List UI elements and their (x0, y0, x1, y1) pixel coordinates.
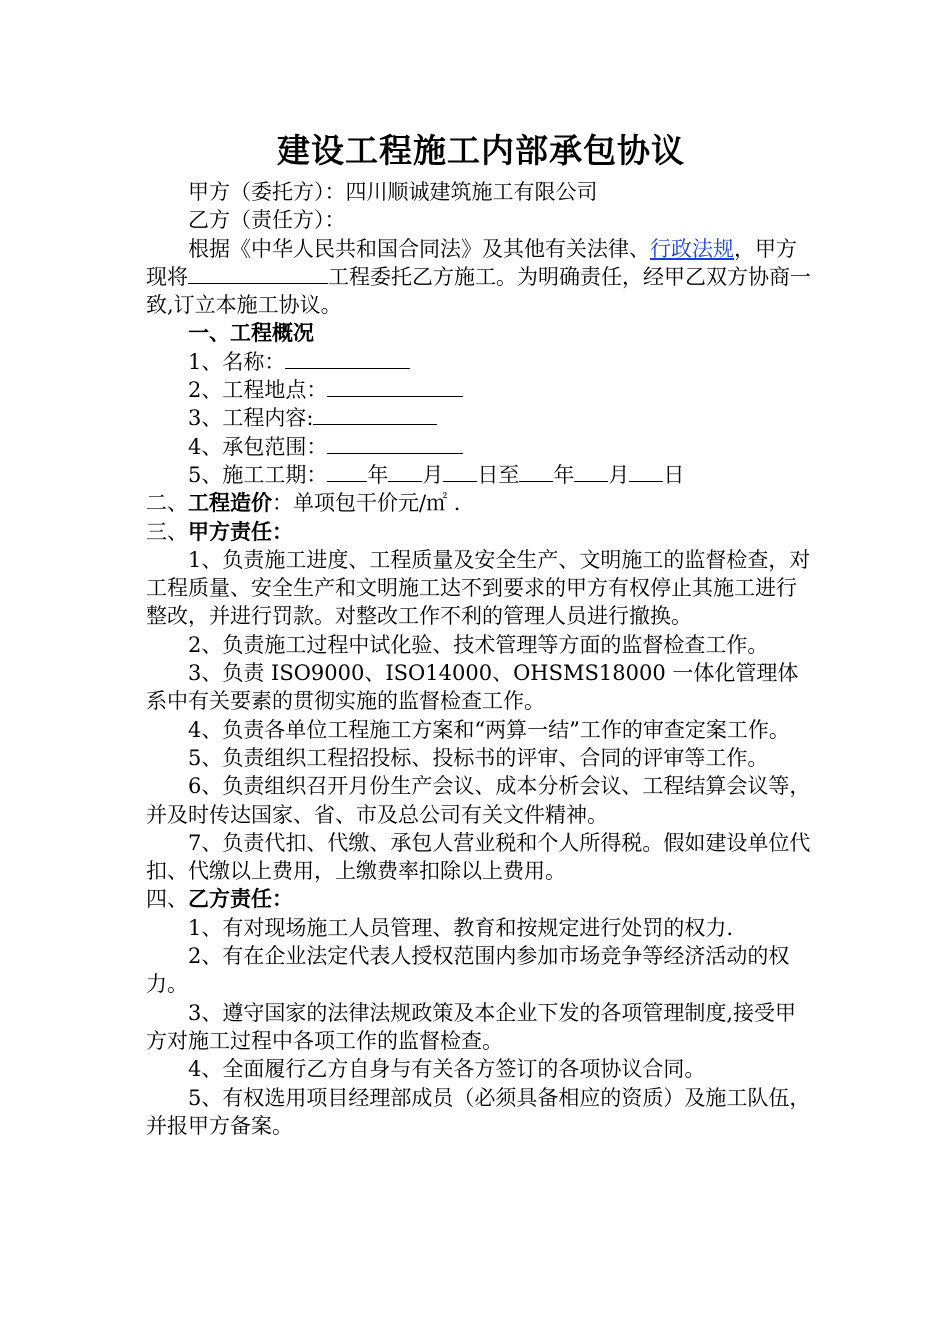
section-4-item: 2、有在企业法定代表人授权范围内参加市场竞争等经济活动的权力。 (146, 944, 790, 997)
intro-text-3: 甲方现将 (146, 236, 797, 289)
intro-text-1: 根据《中华人民共和国合同法》及其他有关法律、 (188, 236, 650, 261)
start-month-blank (388, 461, 422, 482)
section-2-heading: 工程造价 (188, 491, 272, 516)
section-number: 二、 (146, 491, 188, 516)
end-month-blank (574, 461, 608, 482)
section-colon: ： (272, 519, 293, 544)
section-colon: ： (272, 887, 293, 912)
section-1-item-name (146, 348, 816, 376)
section-3-item: 7、负责代扣、代缴、承包人营业税和个人所得税。假如建设单位代扣、代缴以上费用，上缴费率扣除以上费用。 (146, 830, 811, 884)
document-title: 建设工程施工内部承包协议 (277, 131, 685, 170)
section-3-item: 4、负责各单位工程施工方案和“两算一结”工作的审查定案工作。 (188, 717, 790, 742)
section-1-item-scope (146, 433, 816, 461)
section-3-item: 5、负责组织工程招投标、投标书的评审、合同的评审等工作。 (188, 745, 769, 770)
end-year-blank (519, 461, 553, 482)
intro-paragraph (146, 235, 816, 320)
section-4-line (146, 885, 816, 913)
section-3-line (146, 518, 816, 546)
section-4-item: 4、全面履行乙方自身与有关各方签订的各项协议合同。 (188, 1057, 706, 1082)
day-label: 日 (663, 462, 685, 487)
section-4-item: 1、有对现场施工人员管理、教育和按规定进行处罚的权力. (188, 915, 734, 940)
month-label: 月 (422, 462, 444, 487)
location-blank (327, 376, 463, 397)
project-name-blank (188, 263, 328, 284)
year-label: 年 (367, 462, 389, 487)
section-3-item: 2、负责施工过程中试化验、技术管理等方面的监督检查工作。 (188, 632, 769, 657)
document-page (146, 124, 816, 1140)
section-number: 三、 (146, 519, 188, 544)
item-label: 5、施工工期： (188, 462, 328, 487)
item-label: 4、承包范围： (188, 434, 328, 459)
section-1-item-location (146, 376, 816, 404)
intro-text-2: ， (734, 236, 755, 261)
section-1-item-content (146, 404, 816, 432)
name-blank (285, 348, 410, 369)
year-label: 年 (553, 462, 575, 487)
start-day-blank (443, 461, 477, 482)
section-2-text: ：单项包干价元/㎡ . (272, 491, 461, 516)
content-blank (313, 404, 437, 425)
section-4-item: 5、有权选用项目经理部成员（必须具备相应的资质）及施工队伍，并报甲方备案。 (146, 1085, 811, 1138)
section-3-item: 1、负责施工进度、工程质量及安全生产、文明施工的监督检查，对工程质量、安全生产和文明施工达不到要求的甲方有权停止其施工进行整改，并进行罚款。对整改工作不利的管理人员进行撤换。 (146, 547, 811, 629)
section-1-heading: 一、工程概况 (188, 320, 314, 346)
section-2-line (146, 489, 816, 517)
item-label: 2、工程地点： (188, 378, 328, 403)
item-label: 3、工程内容: (188, 406, 314, 431)
section-3-item: 3、负责 ISO9000、ISO14000、OHSMS18000 一体化管理体系中有关要素的贯彻实施的监督检查工作。 (146, 661, 799, 714)
day-to-label: 日至 (477, 462, 520, 487)
party-a-line: 甲方（委托方）：四川顺诚建筑施工有限公司 (188, 180, 598, 204)
item-label: 1、名称： (188, 349, 286, 374)
party-b-line: 乙方（责任方）： (188, 208, 346, 233)
intro-text-4: 工程委托乙方施工。为明确责任，经甲乙双方协商一致,订立本施工协议。 (146, 264, 811, 318)
section-3-heading: 甲方责任 (188, 519, 272, 544)
scope-blank (327, 433, 463, 454)
section-4-item: 3、遵守国家的法律法规政策及本企业下发的各项管理制度,接受甲方对施工过程中各项工作的监督检查。 (146, 1000, 797, 1053)
section-number: 四、 (146, 887, 188, 912)
end-day-blank (629, 461, 663, 482)
administrative-regulations-link[interactable]: 行政法规 (650, 236, 734, 261)
start-year-blank (327, 461, 367, 482)
section-4-heading: 乙方责任 (188, 887, 272, 912)
month-label: 月 (608, 462, 630, 487)
section-3-item: 6、负责组织召开月份生产会议、成本分析会议、工程结算会议等，并及时传达国家、省、市及总公司有关文件精神。 (146, 774, 811, 827)
section-1-item-period (146, 461, 816, 489)
